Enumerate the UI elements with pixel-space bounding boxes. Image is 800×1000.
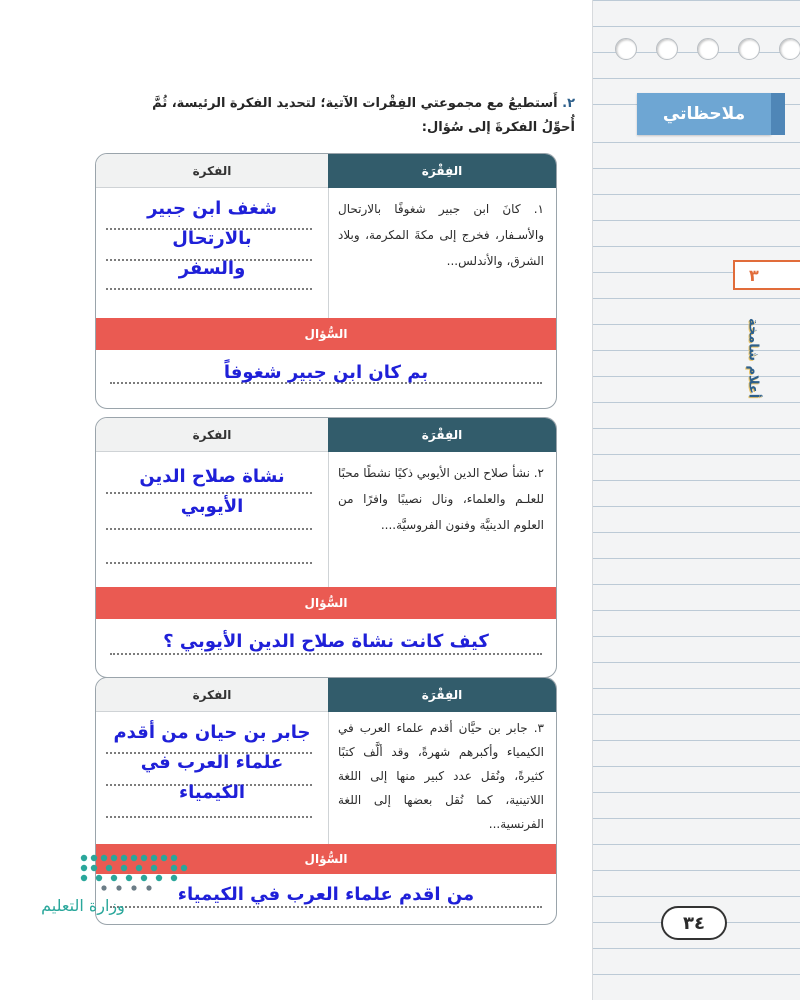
idea-answer-area[interactable]	[96, 188, 328, 318]
idea-answer-line-2: والسفر	[178, 258, 246, 279]
idea-answer-line-1: نشاة صلاح الدين الأيوبي	[139, 466, 285, 517]
idea-answer-area[interactable]	[96, 452, 328, 587]
exercise-card-3	[95, 677, 557, 925]
paragraph-header: الفِقْرَة	[328, 418, 556, 452]
question-answer-area[interactable]	[96, 350, 556, 408]
instruction-number: ٢.	[562, 96, 575, 111]
question-answer: من اقدم علماء العرب في الكيمياء	[177, 884, 475, 905]
idea-header: الفكرة	[96, 418, 328, 452]
question-header: السُّؤال	[96, 318, 556, 350]
instruction	[125, 92, 575, 140]
exercise-card-1	[95, 153, 557, 409]
page-number: ٣٤	[661, 906, 727, 940]
binder-rings	[615, 38, 800, 60]
question-answer: كيف كانت نشاة صلاح الدين الأيوبي ؟	[163, 631, 489, 652]
unit-number: ٣	[733, 260, 800, 290]
paragraph-header: الفِقْرَة	[328, 678, 556, 712]
question-answer-area[interactable]	[96, 619, 556, 677]
instruction-text: أَستطيعُ مع مجموعتي الفِقْرات الآتية؛ لتحديد الفكرة الرئيسة، ثُمَّ أُحوِّلُ الفكرةَ إلى سُؤال:	[152, 96, 575, 135]
idea-answer-line-1: جابر بن حيان من أقدم	[113, 722, 311, 743]
unit-title: أعلام شامخة	[745, 317, 761, 399]
idea-header: الفكرة	[96, 154, 328, 188]
binder-ring-icon	[615, 38, 637, 60]
question-header: السُّؤال	[96, 844, 556, 874]
paragraph-text: ٣. جابر بن حيَّان أقدم علماء العرب في الكيمياء وأكبرهم شهرةً، وقد ألَّف كتبًا كثيرةً، ونُقل عدد كبير منها إلى اللغة اللاتينية، كما نُقل بعضها إلى اللغة الفرنسية...	[338, 721, 544, 831]
ministry-logo-text: وزارة التعليم	[41, 896, 125, 915]
idea-answer-line-2: علماء العرب في الكيمياء	[140, 752, 284, 803]
exercise-card-2	[95, 417, 557, 678]
idea-answer-area[interactable]	[96, 712, 328, 844]
binder-ring-icon	[656, 38, 678, 60]
notes-panel	[592, 0, 800, 1000]
question-header: السُّؤال	[96, 587, 556, 619]
binder-ring-icon	[738, 38, 760, 60]
paragraph-header: الفِقْرَة	[328, 154, 556, 188]
idea-header: الفكرة	[96, 678, 328, 712]
question-answer: بم كان ابن جبير شغوفاً	[223, 362, 429, 383]
notes-tab: ملاحظاتي	[637, 93, 771, 135]
binder-ring-icon	[697, 38, 719, 60]
paragraph-text: ١. كانَ ابن جبير شغوفًا بالارتحال والأسـفار، فخرج إلى مكةَ المكرمة، وبلاد الشرق، والأندلس...	[338, 202, 544, 268]
binder-ring-icon	[779, 38, 800, 60]
paragraph-text: ٢. نشأ صلاح الدين الأيوبي ذكيًا نشطًا محبًا للعلـم والعلماء، ونال نصيبًا وافرًا من العلوم الدينيَّة وفنون الفروسيَّة....	[338, 466, 544, 532]
idea-answer-line-1: شغف ابن جبير بالارتحال	[147, 198, 277, 249]
